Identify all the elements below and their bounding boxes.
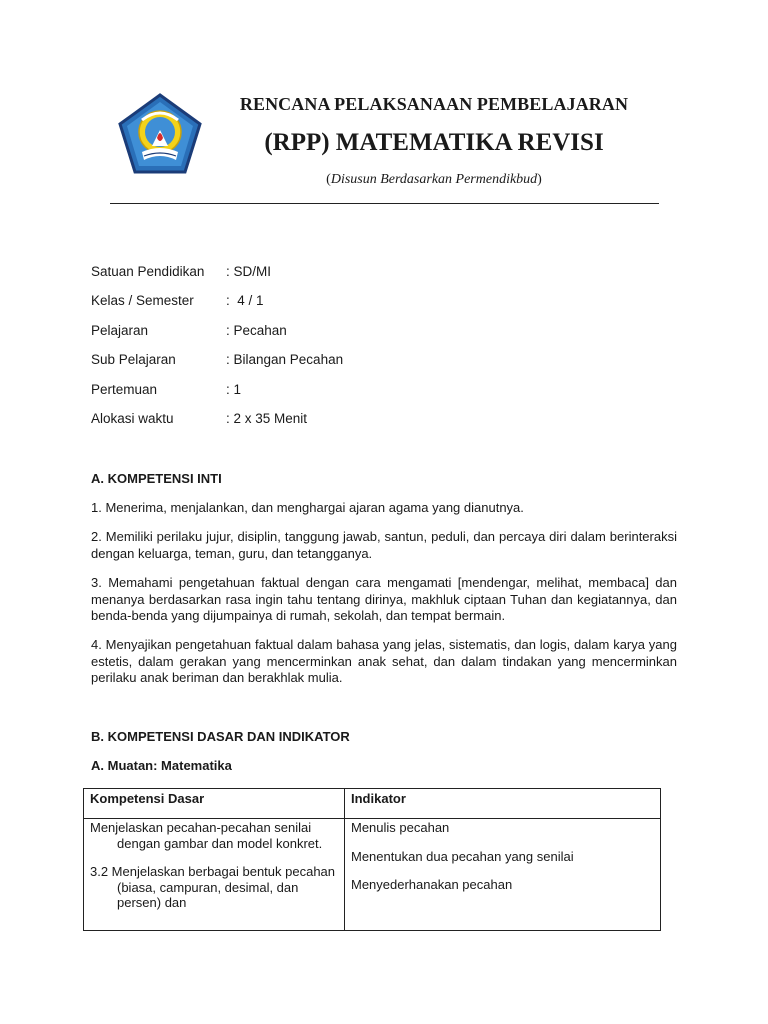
indikator-item: Menyederhanakan pecahan: [351, 877, 513, 893]
table-row: [84, 819, 660, 931]
info-label: Pelajaran: [91, 322, 149, 338]
info-row-sub-pelajaran: [91, 351, 391, 380]
kompetensi-dasar-item: 3.2 Menjelaskan berbagai bentuk pecahan (biasa, campuran, desimal, dan persen) dan: [90, 864, 336, 911]
info-label: Sub Pelajaran: [91, 352, 176, 368]
document-subtitle: (Disusun Berdasarkan Permendikbud): [326, 172, 542, 187]
info-value: : 2 x 35 Menit: [226, 410, 308, 426]
info-label: Satuan Pendidikan: [91, 264, 205, 279]
info-value: : Pecahan: [226, 322, 287, 338]
kompetensi-dasar-item: Menjelaskan pecahan-pecahan senilai dengan gambar dan model konkret.: [90, 820, 323, 851]
muatan-subheading: A. Muatan: Matematika: [91, 758, 232, 773]
kompetensi-inti-item-1: 1. Menerima, menjalankan, dan menghargai ajaran agama yang dianutnya.: [91, 500, 524, 515]
kompetensi-dasar-cell: [84, 819, 345, 931]
indikator-item: Menulis pecahan: [351, 820, 450, 835]
identity-info-block: [91, 263, 391, 439]
info-row-pertemuan: [91, 381, 391, 410]
info-row-satuan-pendidikan: [91, 263, 391, 292]
info-value: : 1: [226, 381, 242, 397]
subtitle-italic-text: Disusun Berdasarkan Permendikbud: [330, 172, 538, 187]
kompetensi-inti-item-2: 2. Memiliki perilaku jujur, disiplin, tanggung jawab, santun, peduli, dan percaya diri dalam berinteraksi dengan keluarga, teman, guru, dan tetangganya.: [91, 529, 677, 561]
info-value: : 4 / 1: [226, 293, 264, 309]
indikator-item: Menentukan dua pecahan yang senilai: [351, 848, 574, 864]
kompetensi-indikator-table: [83, 788, 661, 931]
info-row-pelajaran: [91, 322, 391, 351]
table-header-kompetensi-dasar: Kompetensi Dasar: [84, 789, 345, 818]
table-header-indikator: Indikator: [351, 791, 406, 806]
document-title-line1: RENCANA PELAKSANAAN PEMBELAJARAN: [239, 94, 629, 114]
info-value: : SD/MI: [226, 264, 272, 279]
kompetensi-inti-item-4: 4. Menyajikan pengetahuan faktual dalam bahasa yang jelas, sistematis, dan logis, dalam karya yang estetis, dalam gerakan yang mencerminkan anak sehat, dan dalam tindakan yang mencerminkan perilaku anak beriman dan berakhlak mulia.: [91, 637, 677, 685]
section-b-heading: B. KOMPETENSI DASAR DAN INDIKATOR: [91, 729, 350, 744]
indikator-cell: [345, 819, 660, 931]
info-label: Alokasi waktu: [91, 410, 174, 426]
kompetensi-inti-item-3: 3. Memahami pengetahuan faktual dengan cara mengamati [mendengar, melihat, membaca] dan menanya berdasarkan rasa ingin tahu tentang dirinya, makhluk ciptaan Tuhan dan kegiatannya, dan benda-benda yang dijumpainya di rumah, sekolah, dan tempat bermain.: [91, 575, 677, 623]
section-a-heading: A. KOMPETENSI INTI: [91, 471, 222, 486]
info-value: : Bilangan Pecahan: [226, 352, 344, 368]
header-divider: [110, 203, 659, 204]
tut-wuri-handayani-logo: [116, 92, 204, 180]
info-label: Kelas / Semester: [91, 293, 194, 309]
table-header-row: [84, 789, 660, 819]
info-row-kelas-semester: [91, 292, 391, 321]
info-row-alokasi-waktu: [91, 410, 391, 439]
document-title-line2: (RPP) MATEMATIKA REVISI: [264, 129, 604, 156]
info-label: Pertemuan: [91, 381, 158, 397]
